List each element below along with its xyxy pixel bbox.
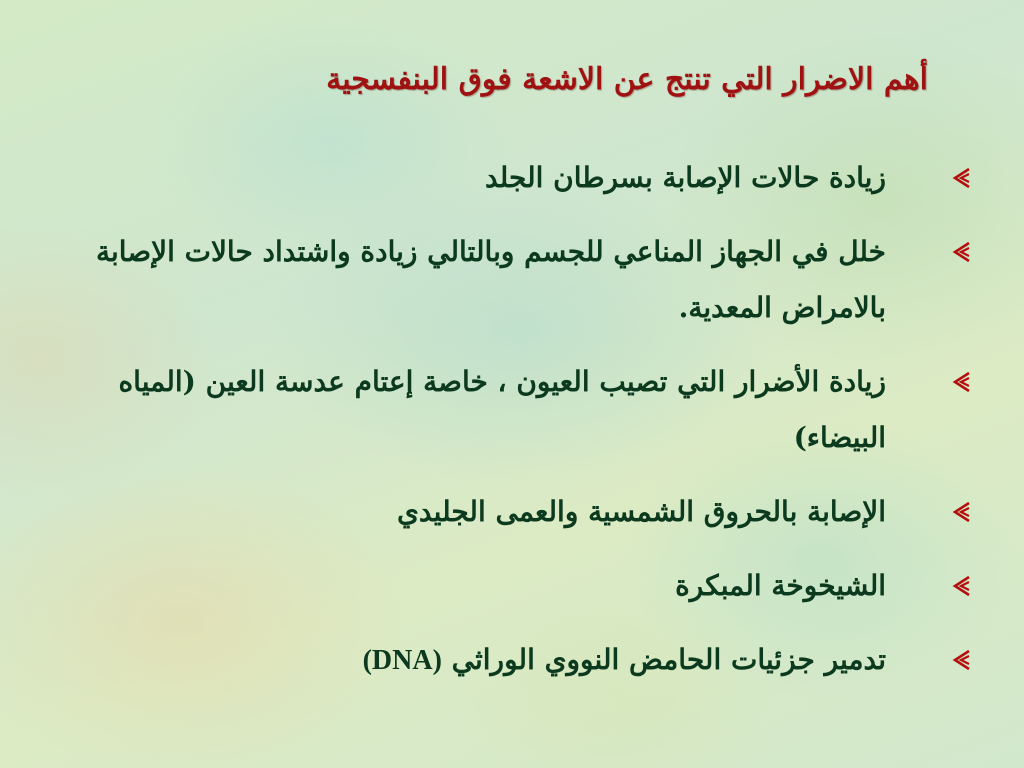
bullet-item (44, 558, 974, 614)
bullet-list (44, 150, 974, 707)
bullet-text: زيادة الأضرار التي تصيب العيون ، خاصة إعتام عدسة العين (المياه البيضاء) (118, 365, 886, 454)
bullet-text: الشيخوخة المبكرة (675, 569, 886, 602)
slide-title: أهم الاضرار التي تنتج عن الاشعة فوق البنفسجية (326, 62, 928, 97)
bullet-text: الإصابة بالحروق الشمسية والعمى الجليدي (397, 495, 886, 528)
bullet-item (44, 224, 974, 336)
arrow-bullet-icon (950, 500, 974, 524)
arrow-bullet-icon (950, 574, 974, 598)
bullet-text: خلل في الجهاز المناعي للجسم وبالتالي زيادة واشتداد حالات الإصابة بالامراض المعدية. (96, 235, 886, 324)
bullet-text-dna: (DNA) (362, 645, 442, 676)
bullet-item (44, 484, 974, 540)
arrow-bullet-icon (950, 166, 974, 190)
bullet-item (44, 632, 974, 689)
arrow-bullet-icon (950, 648, 974, 672)
bullet-text: زيادة حالات الإصابة بسرطان الجلد (485, 161, 886, 194)
bullet-item (44, 354, 974, 466)
arrow-bullet-icon (950, 240, 974, 264)
bullet-item (44, 150, 974, 206)
bullet-text-main: تدمير جزئيات الحامض النووي الوراثي (451, 643, 886, 676)
bullet-text (44, 632, 886, 689)
arrow-bullet-icon (950, 370, 974, 394)
